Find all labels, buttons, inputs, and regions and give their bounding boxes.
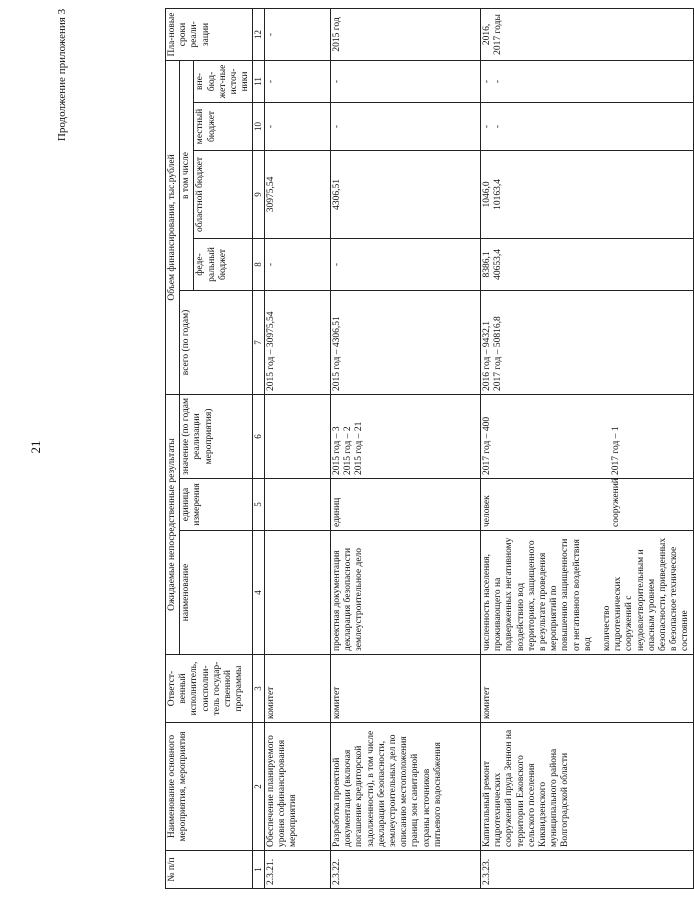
result-units xyxy=(481,479,694,531)
value: 2017 год – 1 xyxy=(611,426,622,475)
result-name: землеустроительное дело xyxy=(354,547,365,651)
header-period: Пла-новые сроки реали-зации xyxy=(166,8,253,60)
amount: - xyxy=(482,79,493,84)
column-number: 4 xyxy=(253,531,265,655)
header-executor: Ответст-венный исполнитель, соисполни-тель государ-ственной программы xyxy=(166,655,253,723)
amount: - xyxy=(332,79,343,84)
executor: комитет xyxy=(265,655,331,723)
header-regional: областной бюджет xyxy=(194,150,253,238)
funding-regional xyxy=(331,150,481,238)
period xyxy=(265,8,331,60)
amount: - xyxy=(266,262,277,267)
amount: - xyxy=(332,262,343,267)
result-names xyxy=(265,531,331,655)
column-number: 11 xyxy=(253,60,265,102)
header-name: Наименование основного мероприятия, мероприятия xyxy=(166,723,253,851)
period-text: 2017 годы xyxy=(493,14,504,55)
column-number: 10 xyxy=(253,102,265,150)
result-names xyxy=(481,531,694,655)
column-number: 2 xyxy=(253,723,265,851)
funding-table-wrapper xyxy=(165,9,691,889)
period-text: - xyxy=(266,32,277,37)
period xyxy=(481,8,694,60)
row-number: 2.3.23. xyxy=(481,851,694,889)
executor: комитет xyxy=(331,655,481,723)
funding-total xyxy=(481,290,694,394)
funding-local xyxy=(481,102,694,150)
funding-offbudget xyxy=(265,60,331,102)
amount: 1046,0 xyxy=(482,181,493,208)
column-number: 6 xyxy=(253,394,265,478)
amount: 10163,4 xyxy=(493,179,504,210)
amount: 2017 год – 50816,8 xyxy=(493,316,504,391)
table-row xyxy=(481,8,694,888)
amount: - xyxy=(482,124,493,129)
result-values xyxy=(265,394,331,478)
amount: - xyxy=(493,79,504,84)
funding-federal xyxy=(481,238,694,290)
column-number: 7 xyxy=(253,290,265,394)
amount: 8386,1 xyxy=(482,251,493,278)
result-values xyxy=(481,394,694,478)
period-text: 2015 год xyxy=(332,17,343,52)
result-names xyxy=(331,531,481,655)
unit: сооружений xyxy=(611,478,622,527)
header-total: всего (по годам) xyxy=(180,290,253,394)
funding-local xyxy=(331,102,481,150)
result-units xyxy=(265,479,331,531)
row-number: 2.3.21. xyxy=(265,851,331,889)
funding-regional xyxy=(265,150,331,238)
funding-federal xyxy=(331,238,481,290)
period-text: 2016, xyxy=(482,23,493,46)
unit: человек xyxy=(482,495,493,527)
funding-federal xyxy=(265,238,331,290)
executor: комитет xyxy=(481,655,694,723)
result-units xyxy=(331,479,481,531)
amount: 2016 год – 9432,1 xyxy=(482,321,493,391)
amount: 2015 год – 4306,51 xyxy=(332,316,343,391)
funding-total xyxy=(331,290,481,394)
amount: - xyxy=(332,124,343,129)
value: 2015 год – 2 xyxy=(343,426,354,475)
table-row xyxy=(331,8,481,888)
amount: - xyxy=(266,79,277,84)
period xyxy=(331,8,481,60)
column-number: 3 xyxy=(253,655,265,723)
column-number: 12 xyxy=(253,8,265,60)
amount: 4306,51 xyxy=(332,179,343,210)
column-number: 9 xyxy=(253,150,265,238)
funding-offbudget xyxy=(331,60,481,102)
value: 2015 год – 3 xyxy=(332,426,343,475)
funding-offbudget xyxy=(481,60,694,102)
header-including: в том числе xyxy=(180,60,194,290)
funding-regional xyxy=(481,150,694,238)
amount: - xyxy=(493,124,504,129)
column-number: 8 xyxy=(253,238,265,290)
page-number: 21 xyxy=(28,440,43,454)
header-funding: Объем финансирования, тыс.рублей xyxy=(166,60,180,394)
amount: - xyxy=(266,124,277,129)
activity-name: Капитальный ремонт гидротехнических сооружений пруда Зеннон на территории Ежовского сельского поселения Киквидзенского муниципального района Волгоградской области xyxy=(481,723,694,851)
amount: 30975,54 xyxy=(266,176,277,213)
funding-local xyxy=(265,102,331,150)
funding-table xyxy=(165,8,694,889)
header-no: № п/п xyxy=(166,851,253,889)
value: 2017 год – 400 xyxy=(482,416,493,475)
result-values xyxy=(331,394,481,478)
column-number: 5 xyxy=(253,479,265,531)
result-name: проектная документация xyxy=(332,550,343,651)
header-federal: феде-ральный бюджет xyxy=(194,238,253,290)
header-unit: единица измерения xyxy=(180,479,253,531)
appendix-caption: Продолжение приложения 3 xyxy=(56,8,68,142)
header-local: местный бюджет xyxy=(194,102,253,150)
result-name: декларация безопасности xyxy=(343,547,354,651)
header-result-name: наименование xyxy=(180,531,253,655)
table-row xyxy=(265,8,331,888)
amount: 2015 год – 30975,54 xyxy=(266,311,277,391)
activity-name: Обеспечение планируемого уровня софинансирования мероприятия xyxy=(265,723,331,851)
unit: единиц xyxy=(332,497,343,527)
header-offbudget: вне-бюд-жет-ные источ-ники xyxy=(194,60,253,102)
header-value: значение (по годам реализации мероприятия) xyxy=(180,394,253,478)
amount: 40653,4 xyxy=(493,249,504,280)
value: 2015 год – 21 xyxy=(354,421,365,475)
result-name: количество гидротехнических сооружений с неудовлетворительным и опасным уровнем безопасности, приведенных в безопасное техническое состояние xyxy=(602,537,691,651)
activity-name: Разработка проектной документации (включая погашение кредиторской задолженности), в том числе декларации безопасности, землеустроительных дел по описанию местоположения границ зон санитарной охраны источников питьевого водоснабжения xyxy=(331,723,481,851)
row-number: 2.3.22. xyxy=(331,851,481,889)
result-name: численность населения, проживающего на подверженных негативному воздействию вод территориях, защищенного в результате проведения мероприятий по повышению защищенности от негативного воздействия вод xyxy=(482,537,593,651)
funding-total xyxy=(265,290,331,394)
header-expected: Ожидаемые непосредственные результаты xyxy=(166,394,180,654)
column-number: 1 xyxy=(253,851,265,889)
